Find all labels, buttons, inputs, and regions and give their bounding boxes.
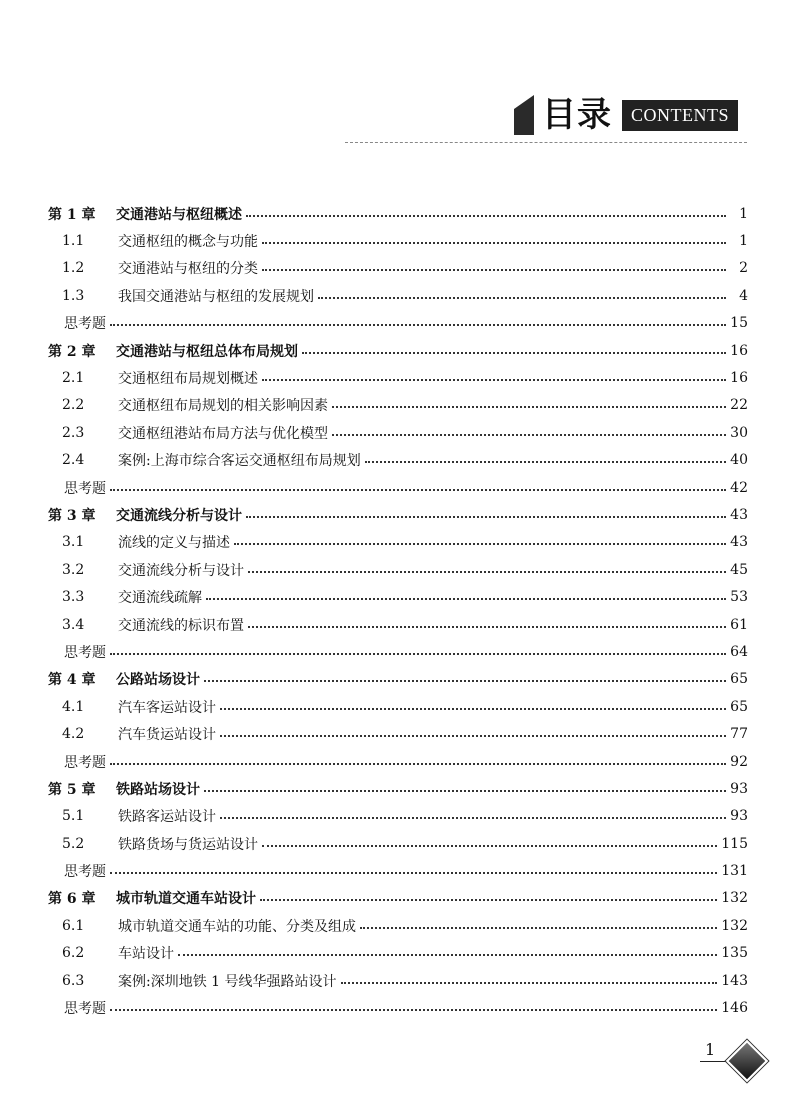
toc-section-entry[interactable]: [48, 583, 748, 610]
toc-entry-title: 交通流线的标识布置: [118, 617, 244, 634]
toc-entry-title: 交通流线分析与设计: [118, 562, 244, 579]
toc-entry-title: 思考题: [64, 644, 106, 661]
toc-review-entry[interactable]: [48, 857, 748, 884]
toc-entry-page: 65: [730, 698, 748, 715]
toc-entry-page: 61: [730, 616, 748, 633]
toc-entry-number: 6.1: [62, 917, 85, 934]
dot-leader: [248, 626, 726, 628]
toc-entry-title: 交通枢纽布局规划的相关影响因素: [118, 398, 328, 415]
toc-chapter-entry[interactable]: [48, 337, 748, 364]
toc-entry-title: 交通港站与枢纽总体布局规划: [116, 343, 298, 360]
toc-entry-page: 143: [721, 972, 748, 989]
toc-entry-number: 2.1: [62, 370, 85, 387]
dot-leader: [246, 215, 726, 217]
toc-entry-number: 2.2: [62, 397, 85, 414]
dot-leader: [262, 845, 717, 847]
toc-entry-number: 2.3: [62, 424, 85, 441]
toc-section-entry[interactable]: [48, 803, 748, 830]
toc-entry-title: 案例:深圳地铁 1 号线华强路站设计: [118, 973, 337, 990]
toc-section-entry[interactable]: [48, 912, 748, 939]
toc-entry-title: 交通港站与枢纽概述: [116, 206, 242, 223]
toc-entry-page: 93: [730, 808, 748, 825]
toc-entry-number: 1.2: [62, 260, 85, 277]
toc-entry-title: 公路站场设计: [116, 672, 200, 689]
toc-entry-title: 交通流线分析与设计: [116, 507, 242, 524]
toc-entry-title: 铁路客运站设计: [118, 809, 216, 826]
toc-entry-page: 30: [730, 424, 748, 441]
toc-entry-number: 第 4 章: [48, 672, 96, 689]
toc-chapter-entry[interactable]: [48, 200, 748, 227]
toc-entry-number: 5.1: [62, 808, 85, 825]
toc-entry-page: 16: [730, 342, 748, 359]
dot-leader: [110, 872, 717, 874]
dot-leader: [262, 269, 726, 271]
dot-leader: [246, 516, 726, 518]
toc-section-entry[interactable]: [48, 255, 748, 282]
toc-section-entry[interactable]: [48, 967, 748, 994]
toc-entry-title: 思考题: [64, 754, 106, 771]
toc-entry-title: 汽车客运站设计: [118, 699, 216, 716]
toc-chapter-entry[interactable]: [48, 885, 748, 912]
dot-leader: [206, 598, 726, 600]
toc-entry-title: 案例:上海市综合客运交通枢纽布局规划: [118, 453, 361, 470]
table-of-contents: [48, 200, 748, 1022]
toc-entry-page: 43: [730, 534, 748, 551]
toc-section-entry[interactable]: [48, 693, 748, 720]
toc-entry-page: 1: [739, 205, 748, 222]
header-divider: [345, 142, 747, 143]
toc-section-entry[interactable]: [48, 282, 748, 309]
toc-entry-number: 6.2: [62, 945, 85, 962]
dot-leader: [110, 324, 726, 326]
dot-leader: [110, 1009, 717, 1011]
dot-leader: [262, 379, 726, 381]
toc-review-entry[interactable]: [48, 310, 748, 337]
toc-entry-number: 1.3: [62, 287, 85, 304]
toc-entry-title: 流线的定义与描述: [118, 535, 230, 552]
dot-leader: [204, 790, 726, 792]
dot-leader: [260, 899, 717, 901]
toc-entry-number: 3.1: [62, 534, 85, 551]
toc-entry-page: 146: [721, 1000, 748, 1017]
toc-entry-page: 135: [721, 945, 748, 962]
toc-review-entry[interactable]: [48, 474, 748, 501]
toc-entry-title: 思考题: [64, 864, 106, 881]
dot-leader: [262, 242, 726, 244]
toc-entry-page: 53: [730, 589, 748, 606]
toc-entry-number: 5.2: [62, 835, 85, 852]
page-subtitle: CONTENTS: [622, 100, 738, 131]
toc-chapter-entry[interactable]: [48, 775, 748, 802]
toc-entry-number: 第 1 章: [48, 206, 96, 223]
dot-leader: [110, 763, 726, 765]
page-number: 1: [705, 1040, 716, 1059]
toc-entry-title: 铁路货场与货运站设计: [118, 836, 258, 853]
toc-section-entry[interactable]: [48, 830, 748, 857]
toc-entry-number: 1.1: [62, 233, 85, 250]
dot-leader: [110, 653, 726, 655]
toc-entry-page: 43: [730, 506, 748, 523]
toc-entry-page: 93: [730, 780, 748, 797]
toc-entry-number: 第 6 章: [48, 891, 96, 908]
toc-entry-number: 2.4: [62, 452, 85, 469]
dot-leader: [341, 982, 718, 984]
dot-leader: [220, 817, 726, 819]
toc-entry-number: 4.1: [62, 698, 85, 715]
toc-entry-title: 铁路站场设计: [116, 781, 200, 798]
dot-leader: [204, 680, 726, 682]
toc-entry-title: 交通流线疏解: [118, 590, 202, 607]
toc-section-entry[interactable]: [48, 556, 748, 583]
toc-entry-page: 2: [739, 260, 748, 277]
toc-entry-title: 思考题: [64, 1001, 106, 1018]
dot-leader: [110, 489, 726, 491]
toc-entry-title: 思考题: [64, 480, 106, 497]
toc-entry-page: 132: [721, 890, 748, 907]
dot-leader: [220, 735, 726, 737]
toc-section-entry[interactable]: [48, 447, 748, 474]
toc-review-entry[interactable]: [48, 748, 748, 775]
toc-entry-page: 15: [730, 315, 748, 332]
toc-entry-page: 40: [730, 452, 748, 469]
toc-section-entry[interactable]: [48, 611, 748, 638]
toc-section-entry[interactable]: [48, 419, 748, 446]
toc-entry-page: 115: [721, 835, 748, 852]
toc-entry-page: 77: [730, 726, 748, 743]
toc-entry-number: 3.2: [62, 561, 85, 578]
toc-entry-page: 42: [730, 479, 748, 496]
toc-entry-page: 16: [730, 370, 748, 387]
dot-leader: [318, 297, 726, 299]
dot-leader: [332, 406, 726, 408]
toc-entry-number: 第 2 章: [48, 343, 96, 360]
dot-leader: [178, 954, 717, 956]
footer-diamond-ornament: [726, 1040, 768, 1082]
dot-leader: [365, 461, 726, 463]
toc-entry-title: 交通港站与枢纽的分类: [118, 261, 258, 278]
header-tab-decoration: [514, 95, 534, 135]
toc-header: [514, 94, 738, 136]
toc-section-entry[interactable]: [48, 392, 748, 419]
toc-entry-title: 思考题: [64, 316, 106, 333]
toc-chapter-entry[interactable]: [48, 666, 748, 693]
toc-review-entry[interactable]: [48, 994, 748, 1021]
page-title: 目录: [542, 95, 612, 135]
toc-entry-number: 第 3 章: [48, 507, 96, 524]
toc-entry-title: 城市轨道交通车站设计: [116, 891, 256, 908]
toc-entry-number: 第 5 章: [48, 781, 96, 798]
toc-section-entry[interactable]: [48, 720, 748, 747]
toc-section-entry[interactable]: [48, 364, 748, 391]
toc-section-entry[interactable]: [48, 227, 748, 254]
dot-leader: [248, 571, 726, 573]
toc-entry-page: 4: [739, 287, 748, 304]
dot-leader: [360, 927, 717, 929]
toc-entry-number: 6.3: [62, 972, 85, 989]
dot-leader: [332, 434, 726, 436]
toc-entry-page: 132: [721, 917, 748, 934]
toc-entry-page: 92: [730, 753, 748, 770]
toc-entry-title: 交通枢纽港站布局方法与优化模型: [118, 425, 328, 442]
toc-entry-number: 3.4: [62, 616, 85, 633]
toc-entry-page: 22: [730, 397, 748, 414]
toc-entry-title: 我国交通港站与枢纽的发展规划: [118, 288, 314, 305]
toc-entry-title: 交通枢纽布局规划概述: [118, 371, 258, 388]
toc-entry-page: 45: [730, 561, 748, 578]
toc-entry-page: 1: [739, 233, 748, 250]
toc-entry-number: 4.2: [62, 726, 85, 743]
toc-chapter-entry[interactable]: [48, 501, 748, 528]
toc-entry-page: 131: [721, 863, 748, 880]
toc-section-entry[interactable]: [48, 940, 748, 967]
dot-leader: [302, 352, 726, 354]
dot-leader: [234, 543, 726, 545]
toc-review-entry[interactable]: [48, 638, 748, 665]
dot-leader: [220, 708, 726, 710]
toc-section-entry[interactable]: [48, 529, 748, 556]
toc-entry-page: 65: [730, 671, 748, 688]
toc-entry-title: 城市轨道交通车站的功能、分类及组成: [118, 918, 356, 935]
toc-entry-title: 车站设计: [118, 946, 174, 963]
toc-entry-page: 64: [730, 643, 748, 660]
toc-entry-title: 汽车货运站设计: [118, 727, 216, 744]
toc-entry-number: 3.3: [62, 589, 85, 606]
toc-entry-title: 交通枢纽的概念与功能: [118, 234, 258, 251]
